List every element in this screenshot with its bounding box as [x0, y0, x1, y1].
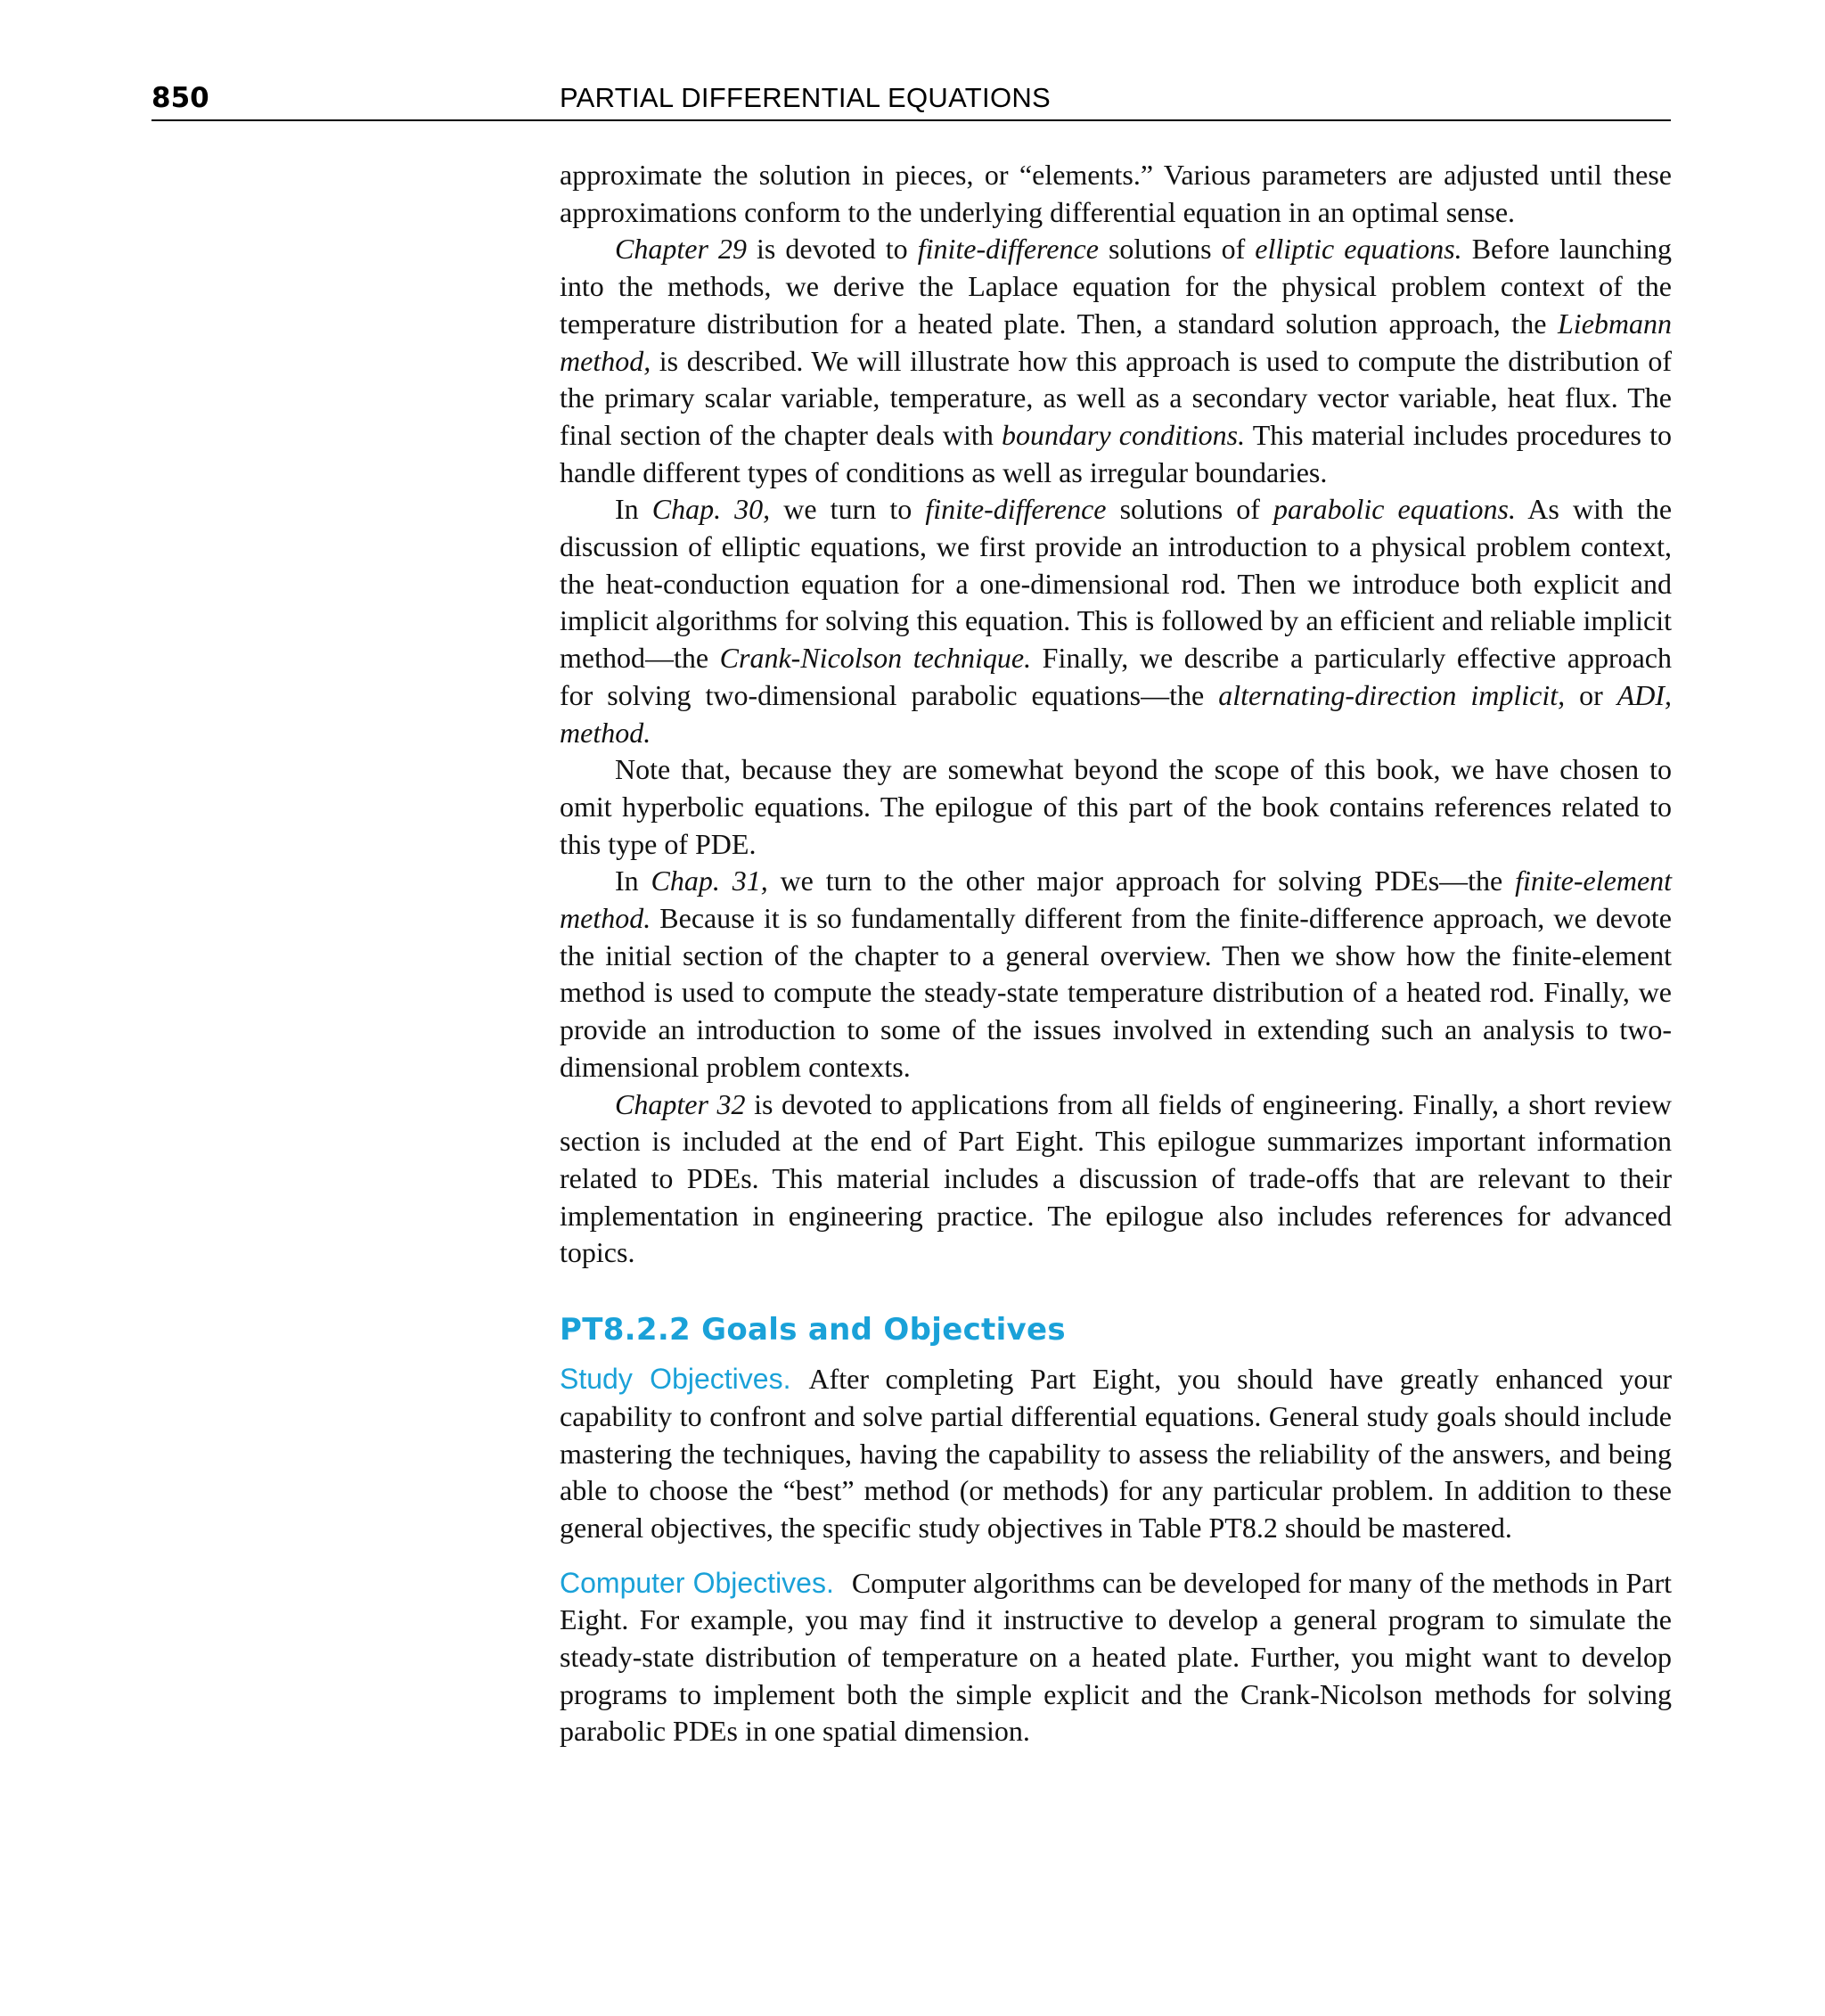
- paragraph-study-objectives: Study Objectives. After completing Part Eight, you should have greatly enhanced your capability to confront and solve partial differential equations. General study goals should include mastering the techniques, having the capability to assess the reliability of the answers, and being able to choose the “best” method (or methods) for any particular problem. In addition to these general objectives, the specific study objectives in Table PT8.2 should be mastered.: [560, 1363, 1673, 1544]
- paragraph-chapter-31: In Chap. 31, we turn to the other major approach for solving PDEs—the finite-element method. Because it is so fundamentally different from the finite-difference approach, we devote the initial section of the chapter to a general overview. Then we show how the finite-element method is used to compute the steady-state temperature distribution of a heated rod. Finally, we provide an introduction to some of the issues involved in extending such an analysis to two-dimensional problem contexts.: [560, 865, 1673, 1083]
- page-number: 850: [151, 82, 209, 114]
- computer-objectives-label: Computer Objectives.: [560, 1566, 834, 1599]
- paragraph-chapter-32: Chapter 32 is devoted to applications from all fields of engineering. Finally, a short review section is included at the end of Part Eight. This epilogue summarizes important information related to PDEs. This material includes a discussion of trade-offs that are relevant to their implementation in engineering practice. The epilogue also includes references for advanced topics.: [560, 1087, 1673, 1269]
- section-heading: PT8.2.2 Goals and Objectives: [560, 1312, 1066, 1348]
- paragraph-gap: [560, 1547, 1672, 1565]
- body-text: [560, 157, 1672, 1750]
- paragraph-chapter-29: Chapter 29 is devoted to finite-difference solutions of elliptic equations. Before launching into the methods, we derive the Laplace equation for the physical problem context of the temperature distribution for a heated plate. Then, a standard solution approach, the Liebmann method, is described. We will illustrate how this approach is used to compute the distribution of the primary scalar variable, temperature, as well as a secondary vector variable, heat flux. The final section of the chapter deals with boundary conditions. This material includes procedures to handle different types of conditions as well as irregular boundaries.: [560, 233, 1673, 488]
- study-objectives-label: Study Objectives.: [560, 1363, 791, 1396]
- running-title: PARTIAL DIFFERENTIAL EQUATIONS: [560, 82, 1052, 113]
- paragraph-intro-continued: approximate the solution in pieces, or “elements.” Various parameters are adjusted until these approximations conform to the underlying differential equation in an optimal sense.: [560, 159, 1672, 228]
- paragraph-computer-objectives: Computer Objectives. Computer algorithms can be developed for many of the methods in Part Eight. For example, you may find it instructive to develop a general program to simulate the steady-state distribution of temperature on a heated plate. Further, you might want to develop programs to implement both the simple explicit and the Crank-Nicolson methods for solving parabolic PDEs in one spatial dimension.: [560, 1566, 1673, 1748]
- paragraph-chapter-30: In Chap. 30, we turn to finite-difference solutions of parabolic equations. As with the discussion of elliptic equations, we first provide an introduction to a physical problem context, the heat-conduction equation for a one-dimensional rod. Then we introduce both explicit and implicit algorithms for solving this equation. This is followed by an efficient and reliable implicit method—the Crank-Nicolson technique. Finally, we describe a particularly effective approach for solving two-dimensional parabolic equations—the alternating-direction implicit, or ADI, method.: [560, 493, 1673, 749]
- running-header: [151, 78, 1671, 121]
- paragraph-hyperbolic-note: Note that, because they are somewhat beyond the scope of this book, we have chosen to omit hyperbolic equations. The epilogue of this part of the book contains references related to this type of PDE.: [560, 753, 1672, 860]
